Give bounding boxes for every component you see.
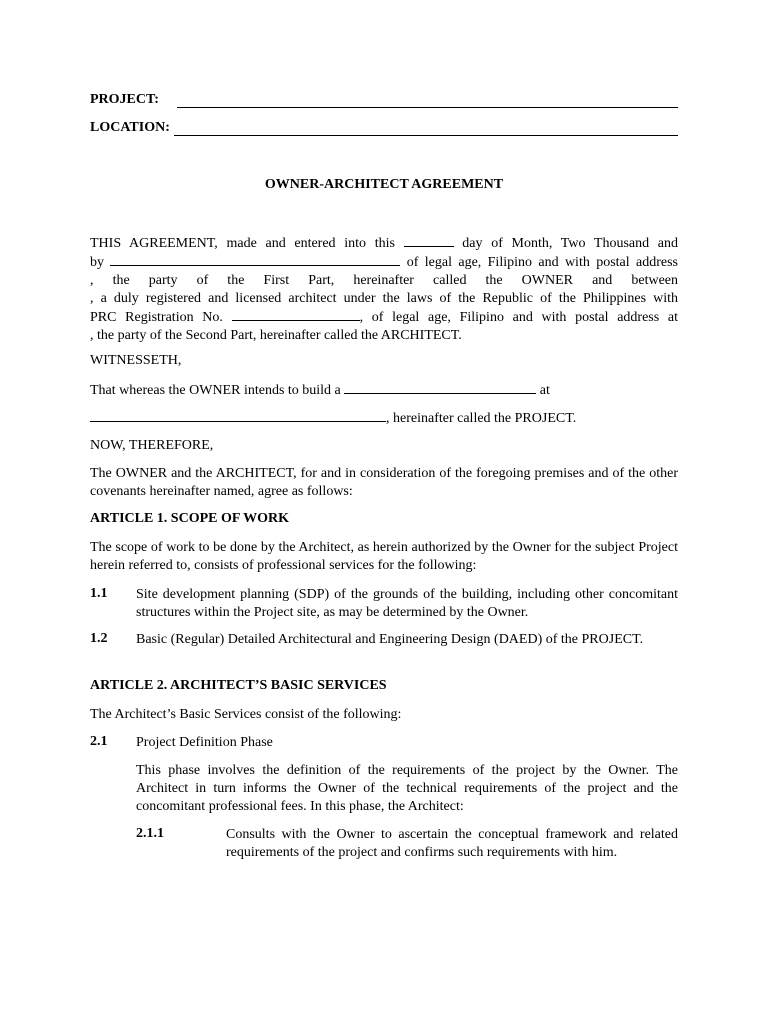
agreement-text: day of Month, Two Thousand and <box>462 236 679 251</box>
agreement-text: of legal age, Filipino and with postal address <box>406 255 678 270</box>
section-text: This phase involves the definition of the requirements of the project by the Owner. The Architect in turn informs the Owner of the technical requirements of the project and the concomitant professional fees. In this phase, the Architect: <box>136 763 678 814</box>
project-label: PROJECT: <box>90 92 159 107</box>
article-1-heading: ARTICLE 1. SCOPE OF WORK <box>90 511 290 526</box>
article-2-heading: ARTICLE 2. ARCHITECT’S BASIC SERVICES <box>90 678 387 693</box>
location-field <box>90 120 678 136</box>
whereas-text: , hereinafter called the PROJECT. <box>386 411 577 426</box>
section-number: 2.1 <box>90 734 108 749</box>
now-therefore: NOW, THEREFORE, <box>90 438 214 453</box>
agreement-text: , a duly registered and licensed architect under the laws of the Republic of the Philippines with <box>90 291 678 306</box>
subsection-number: 2.1.1 <box>136 826 164 841</box>
article-1-intro: The scope of work to be done by the Architect, as herein authorized by the Owner for the subject Project herein referred to, consists of professional services for the following: <box>90 540 678 573</box>
subsection-text: Consults with the Owner to ascertain the conceptual framework and related requirements of the project and confirms such requirements with him. <box>226 827 678 860</box>
item-text: Basic (Regular) Detailed Architectural and Engineering Design (DAED) of the PROJECT. <box>136 632 644 647</box>
project-blank[interactable] <box>177 106 678 108</box>
day-blank[interactable] <box>404 234 454 247</box>
owner-name-blank[interactable] <box>110 253 400 266</box>
section-title: Project Definition Phase <box>136 735 273 750</box>
project-location-blank[interactable] <box>90 409 386 422</box>
location-label: LOCATION: <box>90 120 170 135</box>
article-2-intro: The Architect’s Basic Services consist of the following: <box>90 707 402 722</box>
building-type-blank[interactable] <box>344 381 536 394</box>
item-text: Site development planning (SDP) of the grounds of the building, including other concomitant structures within the Project site, as may be determined by the Owner. <box>136 587 678 620</box>
consideration-paragraph: The OWNER and the ARCHITECT, for and in consideration of the foregoing premises and of the other covenants hereinafter named, agree as follows: <box>90 466 678 499</box>
document-title: OWNER-ARCHITECT AGREEMENT <box>264 177 504 192</box>
agreement-text: PRC Registration No. <box>90 310 223 325</box>
whereas-line-2 <box>90 409 678 428</box>
project-field <box>90 92 678 108</box>
agreement-text: , of legal age, Filipino and with postal address at <box>359 310 678 325</box>
agreement-text: by <box>90 255 104 270</box>
whereas-line <box>90 381 678 400</box>
agreement-text: THIS AGREEMENT, made and entered into this <box>90 236 395 251</box>
whereas-text: That whereas the OWNER intends to build a <box>90 383 341 398</box>
agreement-text: , the party of the First Part, hereinafter called the OWNER and between <box>90 273 678 288</box>
item-number: 1.2 <box>90 631 108 646</box>
agreement-text: , the party of the Second Part, hereinafter called the ARCHITECT. <box>90 328 462 343</box>
item-number: 1.1 <box>90 586 108 601</box>
location-blank[interactable] <box>174 134 678 136</box>
whereas-text: at <box>539 383 550 398</box>
agreement-paragraph <box>90 234 678 345</box>
prc-number-blank[interactable] <box>232 308 360 321</box>
witnesseth: WITNESSETH, <box>90 353 182 368</box>
